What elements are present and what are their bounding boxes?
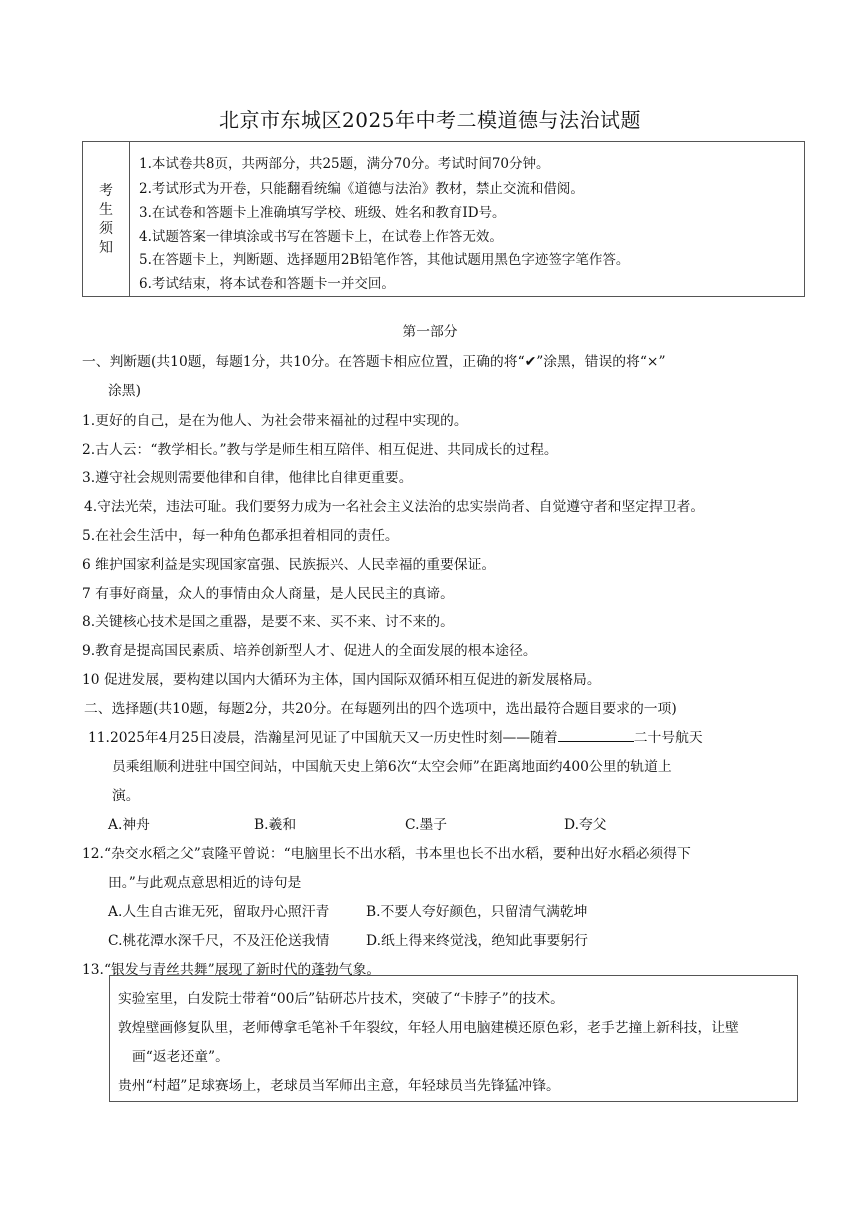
question-12-line: 12.“杂交水稻之父”袁隆平曾说：“电脑里长不出水稻，书本里也长不出水稻，要种出好水稻必须得下 — [82, 846, 691, 862]
question-13-stem: 13.“银发与青丝共舞”展现了新时代的蓬勃气象。 — [82, 962, 381, 978]
answer-blank — [558, 727, 634, 742]
option-c: C.桃花潭水深千尺，不及汪伦送我情 — [108, 933, 330, 949]
judgment-item: 5.在社会生活中，每一种角色都承担着相同的责任。 — [82, 528, 399, 544]
judgment-item: 4.守法光荣，违法可耻。我们要努力成为一名社会主义法治的忠实崇尚者、自觉遵守者和坚定捍卫者。 — [84, 499, 705, 515]
option-d: D.纸上得来终觉浅，绝知此事要躬行 — [366, 933, 588, 949]
notice-item: 4.试题答案一律填涂或书写在答题卡上，在试卷上作答无效。 — [139, 229, 503, 245]
question-12-line: 田。”与此观点意思相近的诗句是 — [108, 875, 302, 891]
notice-item: 1.本试卷共8页，共两部分，共25题，满分70分。考试时间70分钟。 — [139, 156, 550, 172]
judgment-item: 1.更好的自己，是在为他人、为社会带来福祉的过程中实现的。 — [82, 413, 468, 429]
material-paragraph: 贵州“村超”足球赛场上，老球员当军师出主意，年轻球员当先锋猛冲锋。 — [118, 1078, 560, 1094]
question-11-line: 员乘组顺利进驻中国空间站，中国航天史上第6次“太空会师”在距离地面约400公里的轨道上 — [112, 759, 672, 775]
judgment-item: 6 维护国家利益是实现国家富强、民族振兴、人民幸福的重要保证。 — [82, 557, 496, 573]
section-heading: 二、选择题(共10题，每题2分，共20分。在每题列出的四个选项中，选出最符合题目要求的一项) — [84, 701, 677, 717]
question-11-line — [88, 726, 703, 746]
judgment-item: 7 有事好商量，众人的事情由众人商量，是人民民主的真谛。 — [82, 586, 454, 602]
option-d: D.夸父 — [564, 817, 607, 833]
option-b: B.不要人夸好颜色，只留清气满乾坤 — [366, 904, 588, 920]
material-box — [109, 975, 798, 1102]
material-paragraph: 画“返老还童”。 — [132, 1049, 229, 1065]
question-11-text: 二十号航天 — [633, 730, 703, 746]
judgment-item: 9.教育是提高国民素质、培养创新型人才、促进人的全面发展的根本途径。 — [82, 643, 537, 659]
part-heading: 第一部分 — [402, 324, 458, 340]
judgment-item: 8.关键核心技术是国之重器，是要不来、买不来、讨不来的。 — [82, 614, 454, 630]
section-heading: 一、判断题(共10题，每题1分，共10分。在答题卡相应位置，正确的将“✔”涂黑，错误的将“×” — [82, 354, 666, 370]
judgment-item: 3.遵守社会规则需要他律和自律，他律比自律更重要。 — [82, 470, 413, 486]
option-a: A.人生自古谁无死，留取丹心照汗青 — [108, 904, 330, 920]
section-heading-cont: 涂黑) — [108, 383, 141, 399]
notice-item: 5.在答题卡上，判断题、选择题用2B铅笔作答，其他试题用黑色字迹签字笔作答。 — [139, 252, 630, 268]
option-c: C.墨子 — [405, 817, 448, 833]
option-b: B.羲和 — [254, 817, 297, 833]
notice-item: 6.考试结束，将本试卷和答题卡一并交回。 — [139, 276, 395, 292]
notice-item: 2.考试形式为开卷，只能翻看统编《道德与法治》教材，禁止交流和借阅。 — [139, 181, 584, 197]
question-11-line: 演。 — [112, 788, 140, 804]
judgment-item: 10 促进发展，要构建以国内大循环为主体，国内国际双循环相互促进的新发展格局。 — [82, 672, 601, 688]
notice-item: 3.在试卷和答题卡上准确填写学校、班级、姓名和教育ID号。 — [139, 205, 506, 221]
notice-label-char: 须 — [99, 221, 113, 237]
page-title: 北京市东城区2025年中考二模道德与法治试题 — [219, 108, 641, 132]
material-paragraph: 敦煌壁画修复队里，老师傅拿毛笔补千年裂纹，年轻人用电脑建模还原色彩，老手艺撞上新科技，让壁 — [118, 1020, 739, 1036]
judgment-item: 2.古人云：“教学相长。”教与学是师生相互陪伴、相互促进、共同成长的过程。 — [82, 442, 558, 458]
option-a: A.神舟 — [108, 817, 150, 833]
notice-label-char: 知 — [99, 240, 113, 256]
notice-label-column — [83, 142, 130, 296]
notice-label-char: 考 — [99, 183, 113, 199]
notice-label-char: 生 — [99, 202, 113, 218]
question-11-text: 11.2025年4月25日凌晨，浩瀚星河见证了中国航天又一历史性时刻——随着 — [88, 730, 558, 746]
exam-notice-box — [82, 141, 805, 297]
notice-label — [83, 182, 129, 258]
material-paragraph: 实验室里，白发院士带着“00后”钻研芯片技术，突破了“卡脖子”的技术。 — [118, 991, 564, 1007]
